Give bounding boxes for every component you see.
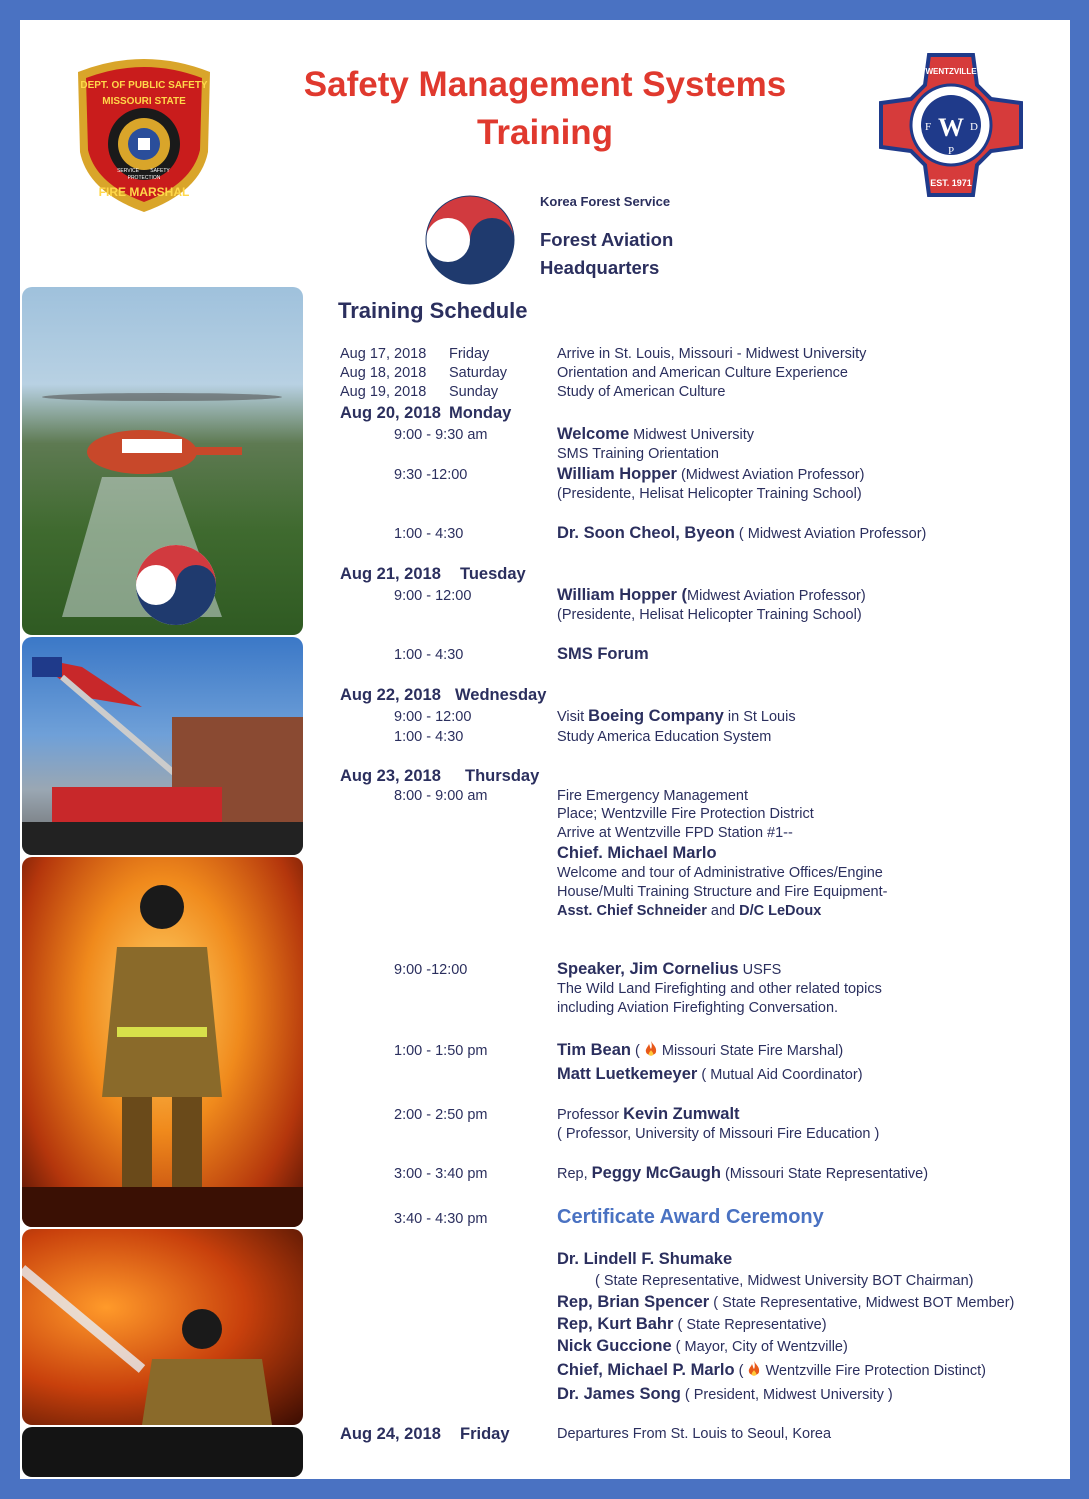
aug23-s1-line7 bbox=[557, 903, 821, 919]
aug22-s1-rest: in St Louis bbox=[723, 709, 796, 725]
aug23-s4-desc bbox=[557, 1105, 740, 1124]
aug23-s2-line3: including Aviation Firefighting Conversation. bbox=[557, 1000, 839, 1016]
aug23-s4-bold: Kevin Zumwalt bbox=[623, 1105, 740, 1123]
aug23-s2-desc bbox=[557, 960, 781, 979]
arrival-day-3: Sunday bbox=[449, 384, 499, 400]
arrival-day-2: Saturday bbox=[449, 365, 508, 381]
seal-text-safety: SAFETY bbox=[150, 168, 170, 174]
guest-role-5-open: ( bbox=[734, 1363, 748, 1379]
firefighter-flames-photo bbox=[22, 857, 303, 1227]
aug23-asst-chief: Asst. Chief Schneider bbox=[557, 903, 707, 919]
arrival-desc-2: Orientation and American Culture Experience bbox=[557, 365, 848, 381]
aug21-s2-time: 1:00 - 4:30 bbox=[394, 647, 464, 663]
guest-role-4: ( Mayor, City of Wentzville) bbox=[671, 1339, 848, 1355]
aug20-s2-line2: (Presidente, Helisat Helicopter Training School) bbox=[557, 486, 862, 502]
aug21-day: Tuesday bbox=[460, 565, 526, 583]
guest-role-1: ( State Representative, Midwest University BOT Chairman) bbox=[595, 1273, 974, 1289]
aug21-date: Aug 21, 2018 bbox=[340, 565, 441, 583]
aug23-s1-line2: Place; Wentzville Fire Protection District bbox=[557, 806, 814, 822]
aug23-s4-time: 2:00 - 2:50 pm bbox=[394, 1107, 488, 1123]
aug22-s2-desc: Study America Education System bbox=[557, 729, 772, 745]
aug20-date: Aug 20, 2018 bbox=[340, 404, 441, 422]
guest-row-6 bbox=[557, 1385, 893, 1404]
aug23-s2-rest: USFS bbox=[738, 962, 782, 978]
helicopter-photo bbox=[22, 287, 303, 635]
guest-name-1: Dr. Lindell F. Shumake bbox=[557, 1250, 733, 1268]
guest-name-3: Rep, Kurt Bahr bbox=[557, 1315, 674, 1333]
aug23-s2-line2: The Wild Land Firefighting and other related topics bbox=[557, 981, 882, 997]
korea-forest-service-logo bbox=[420, 192, 520, 288]
arrival-desc-1: Arrive in St. Louis, Missouri - Midwest University bbox=[557, 346, 867, 362]
aug23-s1-line5: Welcome and tour of Administrative Offices/Engine bbox=[557, 865, 883, 881]
seal-text-est: EST. 1971 bbox=[930, 178, 972, 188]
aug23-date: Aug 23, 2018 bbox=[340, 767, 441, 785]
title-line-2: Training bbox=[476, 113, 614, 152]
aug23-s3-rest-2: ( Mutual Aid Coordinator) bbox=[697, 1067, 863, 1083]
aug24-date: Aug 24, 2018 bbox=[340, 1425, 441, 1443]
certificate-ceremony-title: Certificate Award Ceremony bbox=[557, 1206, 824, 1228]
schedule-heading: Training Schedule bbox=[338, 298, 528, 323]
aug23-day: Thursday bbox=[465, 767, 540, 785]
aug23-s3-bold-2: Matt Luetkemeyer bbox=[557, 1065, 698, 1083]
arrival-date-3: Aug 19, 2018 bbox=[340, 384, 427, 400]
aug23-s5-bold: Peggy McGaugh bbox=[591, 1164, 721, 1182]
arrival-date-1: Aug 17, 2018 bbox=[340, 346, 427, 362]
guest-role-3: ( State Representative) bbox=[673, 1317, 827, 1333]
aug22-s1-time: 9:00 - 12:00 bbox=[394, 709, 472, 725]
aug23-dc: D/C LeDoux bbox=[739, 903, 822, 919]
aug23-s4-pre: Professor bbox=[557, 1107, 624, 1123]
aug23-s1-line3: Arrive at Wentzville FPD Station #1-- bbox=[557, 825, 793, 841]
seal-letter-d: D bbox=[970, 121, 978, 133]
aug20-s1-rest: Midwest University bbox=[629, 427, 755, 443]
aug22-s1-pre: Visit bbox=[557, 709, 589, 725]
guest-name-2: Rep, Brian Spencer bbox=[557, 1293, 710, 1311]
aug20-s2-rest: (Midwest Aviation Professor) bbox=[676, 467, 865, 483]
aug24-day: Friday bbox=[460, 1425, 510, 1443]
aug23-s1-line4: Chief. Michael Marlo bbox=[557, 844, 717, 862]
aug23-s1-time: 8:00 - 9:00 am bbox=[394, 788, 488, 804]
aug23-s3-bold: Tim Bean bbox=[557, 1041, 631, 1059]
guest-name-6: Dr. James Song bbox=[557, 1385, 681, 1403]
aug20-s1-bold: Welcome bbox=[557, 425, 630, 443]
aug23-s2-bold: Speaker, Jim Cornelius bbox=[557, 960, 739, 978]
seal-text-wentzville: WENTZVILLE bbox=[925, 67, 977, 76]
aug23-s1-line6: House/Multi Training Structure and Fire Equipment- bbox=[557, 884, 888, 900]
guest-role-2: ( State Representative, Midwest BOT Member) bbox=[709, 1295, 1015, 1311]
aug20-s3-time: 1:00 - 4:30 bbox=[394, 526, 464, 542]
guest-name-4: Nick Guccione bbox=[557, 1337, 672, 1355]
aug23-s3-desc bbox=[557, 1041, 843, 1060]
aug21-s1-desc bbox=[557, 586, 866, 605]
arrival-day-1: Friday bbox=[449, 346, 490, 362]
arrival-date-2: Aug 18, 2018 bbox=[340, 365, 427, 381]
org-name-line-2: Headquarters bbox=[540, 257, 660, 278]
aug23-s5-desc bbox=[557, 1164, 928, 1183]
seal-letter-w: W bbox=[938, 113, 964, 142]
aug20-s3-bold: Dr. Soon Cheol, Byeon bbox=[557, 524, 735, 542]
aug23-s3-time: 1:00 - 1:50 pm bbox=[394, 1043, 488, 1059]
aug23-s5-time: 3:00 - 3:40 pm bbox=[394, 1166, 488, 1182]
aug20-day: Monday bbox=[449, 404, 512, 422]
aug21-s2-title: SMS Forum bbox=[557, 645, 649, 663]
fire-station-photo bbox=[22, 637, 303, 855]
aug22-date: Aug 22, 2018 bbox=[340, 686, 441, 704]
seal-text-state: MISSOURI STATE bbox=[102, 96, 186, 107]
aug22-day: Wednesday bbox=[455, 686, 547, 704]
aug23-and: and bbox=[706, 903, 740, 919]
aug23-s2-time: 9:00 -12:00 bbox=[394, 962, 468, 978]
aug22-s2-time: 1:00 - 4:30 bbox=[394, 729, 464, 745]
aug21-s1-line2: (Presidente, Helisat Helicopter Training School) bbox=[557, 607, 862, 623]
org-small-label: Korea Forest Service bbox=[540, 194, 671, 209]
fire-marshal-seal-logo bbox=[68, 52, 220, 214]
guest-row-2 bbox=[557, 1293, 1014, 1312]
aug21-s1-rest: Midwest Aviation Professor) bbox=[687, 588, 866, 604]
aug20-s3-desc bbox=[557, 524, 926, 543]
seal-letter-p: P bbox=[947, 145, 955, 157]
guest-row-5 bbox=[557, 1361, 986, 1380]
org-name-line-1: Forest Aviation bbox=[540, 229, 674, 250]
aug20-s2-time: 9:30 -12:00 bbox=[394, 467, 468, 483]
seal-text-protection: PROTECTION bbox=[127, 175, 161, 181]
arrival-desc-3: Study of American Culture bbox=[557, 384, 726, 400]
aug23-s5-rest: (Missouri State Representative) bbox=[720, 1166, 929, 1182]
wentzville-fpd-seal-logo bbox=[872, 52, 1030, 198]
guest-row-4 bbox=[557, 1337, 848, 1356]
title-line-1: Safety Management Systems bbox=[303, 65, 787, 104]
aug23-s5-pre: Rep, bbox=[557, 1166, 592, 1182]
guest-name-5: Chief, Michael P. Marlo bbox=[557, 1361, 735, 1379]
org-name bbox=[540, 226, 780, 282]
seal-text-service: SERVICE bbox=[117, 168, 139, 174]
aug21-s1-time: 9:00 - 12:00 bbox=[394, 588, 472, 604]
aug22-s1-bold: Boeing Company bbox=[588, 707, 724, 725]
guest-role-6: ( President, Midwest University ) bbox=[680, 1387, 893, 1403]
aug20-s1-line2: SMS Training Orientation bbox=[557, 446, 719, 462]
aug22-s1-desc bbox=[557, 707, 796, 726]
aug20-s2-bold: William Hopper bbox=[557, 465, 677, 483]
fire-icon bbox=[644, 1041, 658, 1057]
aug20-s3-rest: ( Midwest Aviation Professor) bbox=[734, 526, 927, 542]
aug23-s3-rest: Missouri State Fire Marshal) bbox=[657, 1043, 844, 1059]
aug23-s3-desc-2 bbox=[557, 1065, 863, 1084]
aug24-desc: Departures From St. Louis to Seoul, Korea bbox=[557, 1426, 832, 1442]
aug21-s1-bold: William Hopper ( bbox=[557, 586, 688, 604]
aug20-s2-desc bbox=[557, 465, 864, 484]
fire-icon bbox=[747, 1361, 761, 1377]
firefighters-hose-photo bbox=[22, 1229, 303, 1425]
aug23-s3-open: ( bbox=[630, 1043, 644, 1059]
guest-row-3 bbox=[557, 1315, 827, 1334]
dark-photo-strip bbox=[22, 1427, 303, 1477]
aug23-s6-time: 3:40 - 4:30 pm bbox=[394, 1211, 488, 1227]
seal-text-fire-marshal: FIRE MARSHAL bbox=[98, 185, 190, 199]
seal-letter-f: F bbox=[924, 121, 932, 133]
guest-role-5: Wentzville Fire Protection Distinct) bbox=[761, 1363, 987, 1379]
aug20-s1-time: 9:00 - 9:30 am bbox=[394, 427, 488, 443]
aug23-s1-line1: Fire Emergency Management bbox=[557, 788, 748, 804]
seal-text-dept: DEPT. OF PUBLIC SAFETY bbox=[80, 80, 208, 91]
aug23-s4-line2: ( Professor, University of Missouri Fire Education ) bbox=[557, 1126, 880, 1142]
aug20-s1-desc bbox=[557, 425, 754, 444]
